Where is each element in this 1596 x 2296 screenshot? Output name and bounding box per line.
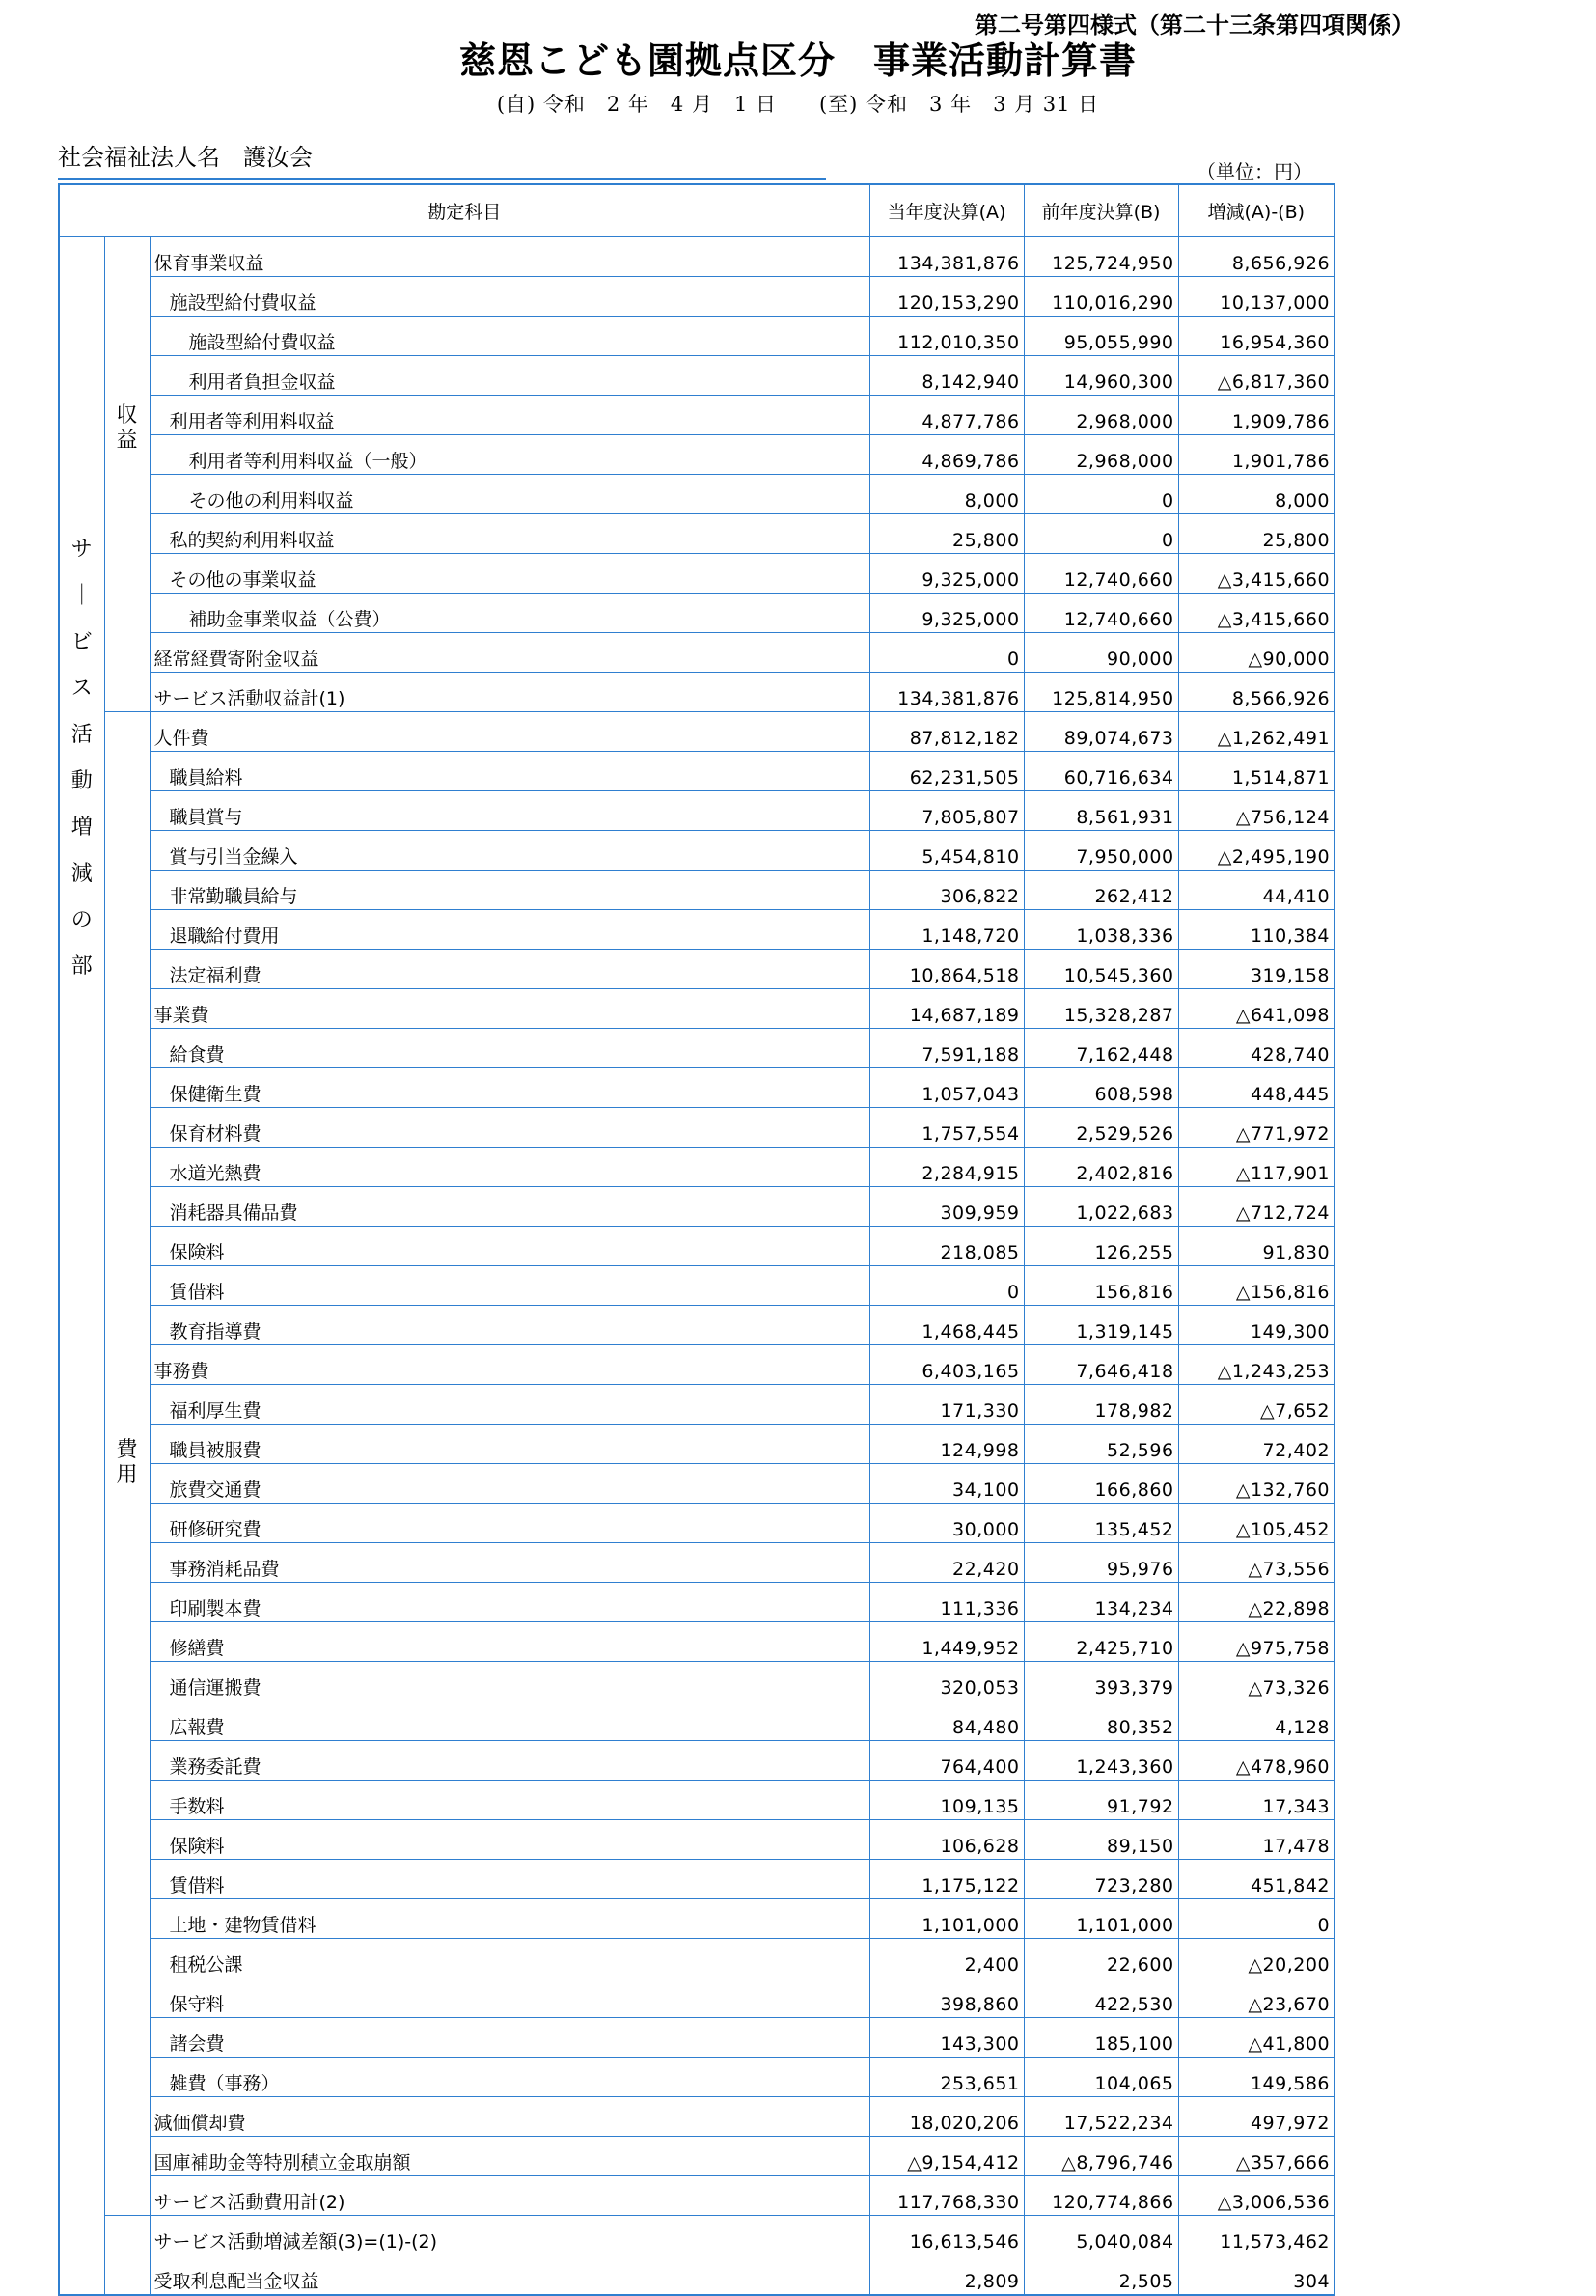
account-name: 教育指導費: [150, 1305, 869, 1344]
change-value: △90,000: [1178, 632, 1335, 672]
table-row: [59, 1701, 1335, 1740]
previous-year-value: 90,000: [1024, 632, 1178, 672]
expense-label: [104, 711, 150, 2215]
account-name: 補助金事業収益（公費）: [150, 593, 869, 632]
table-row: [59, 1147, 1335, 1186]
current-year-value: 9,325,000: [869, 553, 1024, 593]
table-row: [59, 1740, 1335, 1780]
table-row: [59, 1898, 1335, 1938]
current-year-value: 5,454,810: [869, 830, 1024, 870]
header-current-year: 当年度決算(A): [869, 184, 1024, 236]
account-name: 水道光熱費: [150, 1147, 869, 1186]
current-year-value: 4,869,786: [869, 434, 1024, 474]
change-value: 1,514,871: [1178, 751, 1335, 790]
current-year-value: 764,400: [869, 1740, 1024, 1780]
account-name: 業務委託費: [150, 1740, 869, 1780]
table-row: [59, 1819, 1335, 1859]
current-year-value: 22,420: [869, 1542, 1024, 1582]
account-name: 賃借料: [150, 1265, 869, 1305]
change-value: △41,800: [1178, 2017, 1335, 2057]
change-value: 497,972: [1178, 2096, 1335, 2136]
change-value: △7,652: [1178, 1384, 1335, 1424]
change-value: △73,556: [1178, 1542, 1335, 1582]
current-year-value: 1,757,554: [869, 1107, 1024, 1147]
activity-statement-table: [58, 183, 1335, 2296]
previous-year-value: 104,065: [1024, 2057, 1178, 2096]
previous-year-value: 110,016,290: [1024, 276, 1178, 316]
current-year-value: 134,381,876: [869, 672, 1024, 711]
current-year-value: 1,148,720: [869, 909, 1024, 949]
previous-year-value: 134,234: [1024, 1582, 1178, 1621]
change-value: 8,566,926: [1178, 672, 1335, 711]
account-name: 施設型給付費収益: [150, 316, 869, 355]
current-year-value: 7,591,188: [869, 1028, 1024, 1067]
previous-year-value: 723,280: [1024, 1859, 1178, 1898]
current-year-value: △9,154,412: [869, 2136, 1024, 2175]
previous-year-value: 1,022,683: [1024, 1186, 1178, 1226]
table-row: [59, 711, 1335, 751]
account-name: 保険料: [150, 1226, 869, 1265]
change-value: △6,817,360: [1178, 355, 1335, 395]
account-name: 国庫補助金等特別積立金取崩額: [150, 2136, 869, 2175]
table-row: [59, 1938, 1335, 1978]
table-row: [59, 434, 1335, 474]
current-year-value: 18,020,206: [869, 2096, 1024, 2136]
previous-year-value: △8,796,746: [1024, 2136, 1178, 2175]
account-name: 研修研究費: [150, 1503, 869, 1542]
change-value: 110,384: [1178, 909, 1335, 949]
header-change: 増減(A)-(B): [1178, 184, 1335, 236]
previous-year-value: 178,982: [1024, 1384, 1178, 1424]
change-value: 8,000: [1178, 474, 1335, 513]
current-year-value: 14,687,189: [869, 988, 1024, 1028]
account-name: 消耗器具備品費: [150, 1186, 869, 1226]
table-row: [59, 355, 1335, 395]
account-name: 諸会費: [150, 2017, 869, 2057]
table-row: [59, 236, 1335, 276]
account-name: サービス活動収益計(1): [150, 672, 869, 711]
change-value: 149,586: [1178, 2057, 1335, 2096]
current-year-value: 253,651: [869, 2057, 1024, 2096]
current-year-value: 87,812,182: [869, 711, 1024, 751]
previous-year-value: 7,162,448: [1024, 1028, 1178, 1067]
current-year-value: 171,330: [869, 1384, 1024, 1424]
table-row: [59, 1265, 1335, 1305]
current-year-value: 2,284,915: [869, 1147, 1024, 1186]
current-year-value: 8,000: [869, 474, 1024, 513]
table-row: [59, 553, 1335, 593]
change-value: △3,006,536: [1178, 2175, 1335, 2215]
account-name: 給食費: [150, 1028, 869, 1067]
table-row: [59, 1424, 1335, 1463]
previous-year-value: 135,452: [1024, 1503, 1178, 1542]
table-row: [59, 1503, 1335, 1542]
change-value: △20,200: [1178, 1938, 1335, 1978]
table-row: [59, 1107, 1335, 1147]
account-name: 事務費: [150, 1344, 869, 1384]
next-section-label-cell: [59, 2255, 104, 2295]
previous-year-value: 22,600: [1024, 1938, 1178, 1978]
account-name: 利用者負担金収益: [150, 355, 869, 395]
change-value: 304: [1178, 2255, 1335, 2295]
account-name: 賞与引当金繰入: [150, 830, 869, 870]
current-year-value: 62,231,505: [869, 751, 1024, 790]
change-value: △105,452: [1178, 1503, 1335, 1542]
change-value: 448,445: [1178, 1067, 1335, 1107]
previous-year-value: 15,328,287: [1024, 988, 1178, 1028]
current-year-value: 9,325,000: [869, 593, 1024, 632]
change-value: △357,666: [1178, 2136, 1335, 2175]
account-name: 印刷製本費: [150, 1582, 869, 1621]
current-year-value: 0: [869, 1265, 1024, 1305]
change-value: 17,343: [1178, 1780, 1335, 1819]
table-row: [59, 1305, 1335, 1344]
current-year-value: 4,877,786: [869, 395, 1024, 434]
table-row: [59, 2057, 1335, 2096]
change-value: 8,656,926: [1178, 236, 1335, 276]
table-row: [59, 593, 1335, 632]
account-name: 雑費（事務）: [150, 2057, 869, 2096]
account-name: 非常勤職員給与: [150, 870, 869, 909]
current-year-value: 8,142,940: [869, 355, 1024, 395]
revenue-label-text: 収 益: [116, 402, 138, 453]
current-year-value: 143,300: [869, 2017, 1024, 2057]
account-name: その他の利用料収益: [150, 474, 869, 513]
current-year-value: 309,959: [869, 1186, 1024, 1226]
change-value: △771,972: [1178, 1107, 1335, 1147]
table-row: [59, 1028, 1335, 1067]
previous-year-value: 14,960,300: [1024, 355, 1178, 395]
change-value: △22,898: [1178, 1582, 1335, 1621]
account-name: 賃借料: [150, 1859, 869, 1898]
table-row: [59, 2255, 1335, 2295]
change-value: 25,800: [1178, 513, 1335, 553]
change-value: △478,960: [1178, 1740, 1335, 1780]
account-name: 受取利息配当金収益: [150, 2255, 869, 2295]
table-row: [59, 316, 1335, 355]
current-year-value: 10,864,518: [869, 949, 1024, 988]
previous-year-value: 125,814,950: [1024, 672, 1178, 711]
change-value: 10,137,000: [1178, 276, 1335, 316]
table-row: [59, 1661, 1335, 1701]
current-year-value: 117,768,330: [869, 2175, 1024, 2215]
table-row: [59, 1344, 1335, 1384]
previous-year-value: 1,319,145: [1024, 1305, 1178, 1344]
previous-year-value: 1,101,000: [1024, 1898, 1178, 1938]
account-name: 利用者等利用料収益（一般）: [150, 434, 869, 474]
current-year-value: 2,809: [869, 2255, 1024, 2295]
previous-year-value: 1,243,360: [1024, 1740, 1178, 1780]
previous-year-value: 126,255: [1024, 1226, 1178, 1265]
account-name: その他の事業収益: [150, 553, 869, 593]
table-row: [59, 751, 1335, 790]
table-row: [59, 790, 1335, 830]
change-value: △1,243,253: [1178, 1344, 1335, 1384]
change-value: △756,124: [1178, 790, 1335, 830]
previous-year-value: 2,425,710: [1024, 1621, 1178, 1661]
previous-year-value: 80,352: [1024, 1701, 1178, 1740]
previous-year-value: 0: [1024, 474, 1178, 513]
previous-year-value: 7,646,418: [1024, 1344, 1178, 1384]
current-year-value: 6,403,165: [869, 1344, 1024, 1384]
previous-year-value: 393,379: [1024, 1661, 1178, 1701]
change-value: 319,158: [1178, 949, 1335, 988]
form-note: 第二号第四様式（第二十三条第四項関係）: [975, 12, 1415, 39]
account-name: 職員給料: [150, 751, 869, 790]
change-value: △73,326: [1178, 1661, 1335, 1701]
header-previous-year: 前年度決算(B): [1024, 184, 1178, 236]
table-row: [59, 1780, 1335, 1819]
previous-year-value: 91,792: [1024, 1780, 1178, 1819]
current-year-value: 306,822: [869, 870, 1024, 909]
current-year-value: 124,998: [869, 1424, 1024, 1463]
table-row: [59, 2215, 1335, 2255]
previous-year-value: 166,860: [1024, 1463, 1178, 1503]
change-value: △1,262,491: [1178, 711, 1335, 751]
previous-year-value: 422,530: [1024, 1978, 1178, 2017]
expense-label-text: 費 用: [116, 1438, 138, 1487]
change-value: △975,758: [1178, 1621, 1335, 1661]
account-name: 私的契約利用料収益: [150, 513, 869, 553]
previous-year-value: 2,505: [1024, 2255, 1178, 2295]
account-name: 旅費交通費: [150, 1463, 869, 1503]
account-name: 手数料: [150, 1780, 869, 1819]
current-year-value: 7,805,807: [869, 790, 1024, 830]
account-name: 土地・建物賃借料: [150, 1898, 869, 1938]
table-body: [59, 236, 1335, 2295]
account-name: 利用者等利用料収益: [150, 395, 869, 434]
current-year-value: 2,400: [869, 1938, 1024, 1978]
table-row: [59, 1384, 1335, 1424]
previous-year-value: 52,596: [1024, 1424, 1178, 1463]
previous-year-value: 1,038,336: [1024, 909, 1178, 949]
account-name: 退職給付費用: [150, 909, 869, 949]
previous-year-value: 7,950,000: [1024, 830, 1178, 870]
previous-year-value: 5,040,084: [1024, 2215, 1178, 2255]
change-value: 4,128: [1178, 1701, 1335, 1740]
current-year-value: 111,336: [869, 1582, 1024, 1621]
change-value: 149,300: [1178, 1305, 1335, 1344]
previous-year-value: 185,100: [1024, 2017, 1178, 2057]
current-year-value: 1,175,122: [869, 1859, 1024, 1898]
current-year-value: 1,449,952: [869, 1621, 1024, 1661]
table-header-row: [59, 184, 1335, 236]
account-name: 法定福利費: [150, 949, 869, 988]
account-name: 修繕費: [150, 1621, 869, 1661]
change-value: △117,901: [1178, 1147, 1335, 1186]
fiscal-period: (自) 令和 2 年 4 月 1 日 (至) 令和 3 年 3 月 31 日: [496, 93, 1100, 116]
account-name: 保健衛生費: [150, 1067, 869, 1107]
next-sub-label-cell: [104, 2255, 150, 2295]
header-account: 勘定科目: [59, 184, 869, 236]
change-value: 44,410: [1178, 870, 1335, 909]
previous-year-value: 120,774,866: [1024, 2175, 1178, 2215]
current-year-value: 134,381,876: [869, 236, 1024, 276]
table-row: [59, 2017, 1335, 2057]
current-year-value: 0: [869, 632, 1024, 672]
change-value: △132,760: [1178, 1463, 1335, 1503]
change-value: 16,954,360: [1178, 316, 1335, 355]
change-value: 1,909,786: [1178, 395, 1335, 434]
previous-year-value: 89,074,673: [1024, 711, 1178, 751]
table-row: [59, 1859, 1335, 1898]
previous-year-value: 12,740,660: [1024, 593, 1178, 632]
account-name: 事務消耗品費: [150, 1542, 869, 1582]
table-row: [59, 2096, 1335, 2136]
current-year-value: 16,613,546: [869, 2215, 1024, 2255]
account-name: 保険料: [150, 1819, 869, 1859]
current-year-value: 398,860: [869, 1978, 1024, 2017]
table-row: [59, 1542, 1335, 1582]
previous-year-value: 2,529,526: [1024, 1107, 1178, 1147]
current-year-value: 320,053: [869, 1661, 1024, 1701]
account-name: 経常経費寄附金収益: [150, 632, 869, 672]
current-year-value: 1,057,043: [869, 1067, 1024, 1107]
change-value: △641,098: [1178, 988, 1335, 1028]
current-year-value: 34,100: [869, 1463, 1024, 1503]
account-name: サービス活動費用計(2): [150, 2175, 869, 2215]
change-value: △2,495,190: [1178, 830, 1335, 870]
current-year-value: 218,085: [869, 1226, 1024, 1265]
table-row: [59, 632, 1335, 672]
change-value: 91,830: [1178, 1226, 1335, 1265]
change-value: 72,402: [1178, 1424, 1335, 1463]
change-value: △156,816: [1178, 1265, 1335, 1305]
current-year-value: 1,468,445: [869, 1305, 1024, 1344]
empty-sub-cell: [104, 2215, 150, 2255]
table-row: [59, 513, 1335, 553]
table-row: [59, 1582, 1335, 1621]
previous-year-value: 95,055,990: [1024, 316, 1178, 355]
document-title: 慈恩こども園拠点区分 事業活動計算書: [458, 40, 1137, 82]
table-row: [59, 830, 1335, 870]
table-row: [59, 1226, 1335, 1265]
change-value: △3,415,660: [1178, 553, 1335, 593]
table-row: [59, 2175, 1335, 2215]
table-row: [59, 870, 1335, 909]
current-year-value: 106,628: [869, 1819, 1024, 1859]
previous-year-value: 8,561,931: [1024, 790, 1178, 830]
previous-year-value: 17,522,234: [1024, 2096, 1178, 2136]
account-name: 通信運搬費: [150, 1661, 869, 1701]
table-row: [59, 2136, 1335, 2175]
previous-year-value: 12,740,660: [1024, 553, 1178, 593]
previous-year-value: 125,724,950: [1024, 236, 1178, 276]
change-value: 0: [1178, 1898, 1335, 1938]
previous-year-value: 10,545,360: [1024, 949, 1178, 988]
account-name: 保守料: [150, 1978, 869, 2017]
change-value: 451,842: [1178, 1859, 1335, 1898]
previous-year-value: 89,150: [1024, 1819, 1178, 1859]
account-name: 福利厚生費: [150, 1384, 869, 1424]
previous-year-value: 2,968,000: [1024, 395, 1178, 434]
previous-year-value: 60,716,634: [1024, 751, 1178, 790]
change-value: △23,670: [1178, 1978, 1335, 2017]
account-name: 保育材料費: [150, 1107, 869, 1147]
current-year-value: 25,800: [869, 513, 1024, 553]
table-row: [59, 672, 1335, 711]
current-year-value: 109,135: [869, 1780, 1024, 1819]
account-name: 減価償却費: [150, 2096, 869, 2136]
account-name: 租税公課: [150, 1938, 869, 1978]
table-row: [59, 276, 1335, 316]
table-row: [59, 1978, 1335, 2017]
account-name: 職員賞与: [150, 790, 869, 830]
unit-note: （単位：円）: [1197, 160, 1312, 183]
current-year-value: 30,000: [869, 1503, 1024, 1542]
change-value: △3,415,660: [1178, 593, 1335, 632]
current-year-value: 120,153,290: [869, 276, 1024, 316]
previous-year-value: 156,816: [1024, 1265, 1178, 1305]
change-value: 1,901,786: [1178, 434, 1335, 474]
change-value: 17,478: [1178, 1819, 1335, 1859]
table-row: [59, 988, 1335, 1028]
revenue-label: [104, 236, 150, 711]
section-label-service-activity: [59, 236, 104, 2255]
change-value: △712,724: [1178, 1186, 1335, 1226]
account-name: サービス活動増減差額(3)=(1)-(2): [150, 2215, 869, 2255]
table-row: [59, 909, 1335, 949]
account-name: 施設型給付費収益: [150, 276, 869, 316]
current-year-value: 1,101,000: [869, 1898, 1024, 1938]
corporation-name: 社会福祉法人名 護汝会: [58, 138, 826, 180]
section-label-service-activity-text: サ ｜ ビ ス 活 動 増 減 の 部: [70, 537, 93, 979]
table-row: [59, 949, 1335, 988]
previous-year-value: 608,598: [1024, 1067, 1178, 1107]
account-name: 広報費: [150, 1701, 869, 1740]
account-name: 人件費: [150, 711, 869, 751]
current-year-value: 112,010,350: [869, 316, 1024, 355]
previous-year-value: 95,976: [1024, 1542, 1178, 1582]
previous-year-value: 0: [1024, 513, 1178, 553]
change-value: 428,740: [1178, 1028, 1335, 1067]
previous-year-value: 262,412: [1024, 870, 1178, 909]
previous-year-value: 2,402,816: [1024, 1147, 1178, 1186]
account-name: 職員被服費: [150, 1424, 869, 1463]
table-row: [59, 395, 1335, 434]
table-row: [59, 474, 1335, 513]
table-row: [59, 1621, 1335, 1661]
change-value: 11,573,462: [1178, 2215, 1335, 2255]
table-row: [59, 1067, 1335, 1107]
current-year-value: 84,480: [869, 1701, 1024, 1740]
table-row: [59, 1463, 1335, 1503]
previous-year-value: 2,968,000: [1024, 434, 1178, 474]
table-row: [59, 1186, 1335, 1226]
account-name: 事業費: [150, 988, 869, 1028]
account-name: 保育事業収益: [150, 236, 869, 276]
